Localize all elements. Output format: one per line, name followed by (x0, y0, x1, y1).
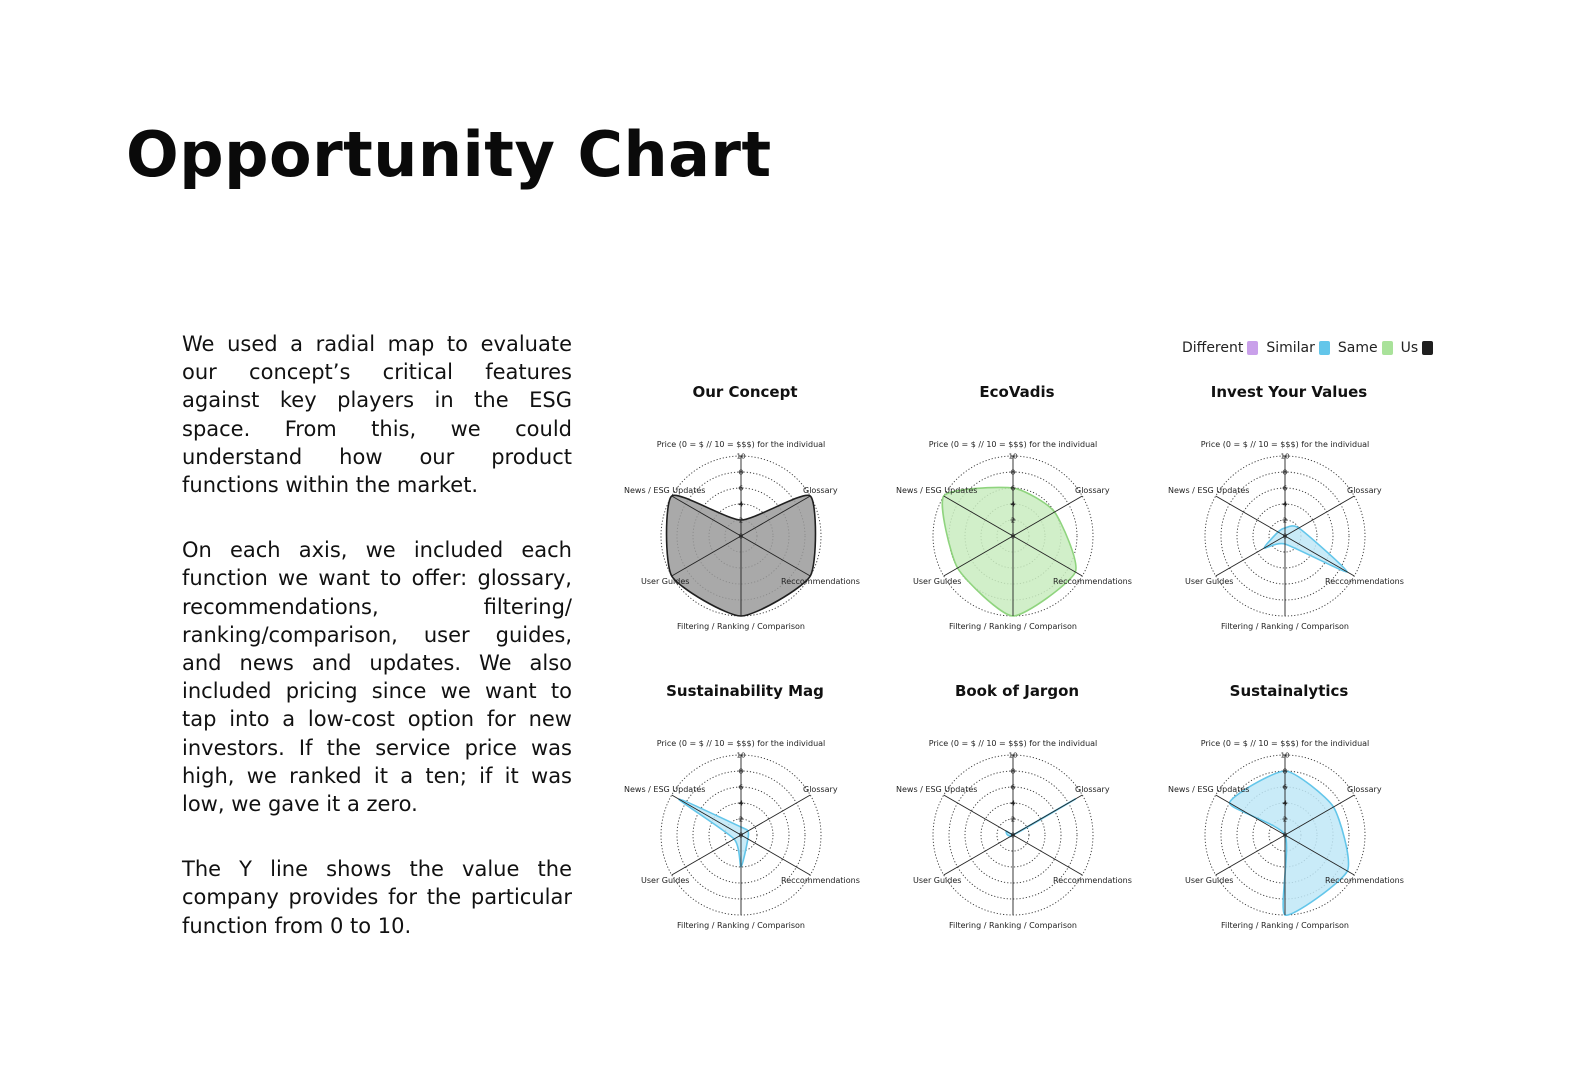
legend-item-similar (1266, 340, 1330, 356)
axis-label: News / ESG Updates (896, 486, 978, 495)
axis-label: User Guides (641, 577, 690, 586)
radar-chart-svg (882, 669, 1152, 959)
tick-label: 2 (1010, 516, 1016, 525)
radar-chart-book-of-jargon (882, 669, 1152, 959)
axis-label: Reccommendations (1325, 876, 1404, 885)
tick-label: 10 (1280, 452, 1290, 461)
tick-label: 4 (1282, 799, 1288, 808)
axis-label: Filtering / Ranking / Comparison (1220, 622, 1350, 631)
tick-label: 0 (738, 831, 744, 840)
chart-title: Book of Jargon (954, 682, 1080, 700)
axis-label: Glossary (1075, 486, 1110, 495)
axis-label: Filtering / Ranking / Comparison (676, 622, 806, 631)
radar-chart-invest-your-values (1154, 370, 1424, 660)
axis-spoke (1216, 835, 1285, 875)
axis-label: News / ESG Updates (1168, 486, 1250, 495)
legend-swatch (1319, 341, 1330, 355)
legend-label: Same (1337, 340, 1378, 356)
tick-label: 8 (1010, 767, 1016, 776)
axis-label: Reccommendations (1053, 876, 1132, 885)
axis-label: Price (0 = $ // 10 = $$$) for the individual (1200, 739, 1370, 748)
chart-legend (1182, 338, 1441, 358)
tick-label: 8 (738, 767, 744, 776)
legend-item-same (1338, 340, 1393, 356)
page-title: Opportunity Chart (126, 118, 772, 191)
axis-label: Filtering / Ranking / Comparison (676, 921, 806, 930)
tick-label: 6 (1010, 783, 1016, 792)
description-text (182, 330, 572, 977)
axis-label: User Guides (1185, 876, 1234, 885)
legend-swatch (1247, 341, 1258, 355)
tick-label: 10 (736, 452, 746, 461)
axis-label: User Guides (641, 876, 690, 885)
axis-label: Price (0 = $ // 10 = $$$) for the individual (656, 440, 826, 449)
tick-label: 0 (738, 532, 744, 541)
axis-label: Price (0 = $ // 10 = $$$) for the individual (928, 440, 1098, 449)
axis-label: User Guides (1185, 577, 1234, 586)
axis-label: Reccommendations (1053, 577, 1132, 586)
tick-label: 8 (1282, 767, 1288, 776)
tick-label: 2 (1282, 516, 1288, 525)
axis-label: Filtering / Ranking / Comparison (948, 622, 1078, 631)
chart-title: Our Concept (692, 383, 798, 401)
legend-item-us (1401, 340, 1434, 356)
radar-charts-grid (610, 370, 1430, 970)
paragraph-axes: On each axis, we included each function we want to offer: glossary, recommendations, filtering/ ranking/comparison, user guides, and news and updates. We also included pricing since we want to tap into a low-cost option for new investors. If the service price was high, we ranked it a ten; if it was low, we gave it a zero. (182, 538, 572, 817)
tick-label: 8 (1010, 468, 1016, 477)
tick-label: 0 (1282, 532, 1288, 541)
axis-label: Glossary (1075, 785, 1110, 794)
radar-chart-svg (610, 669, 880, 959)
tick-label: 6 (1282, 484, 1288, 493)
axis-spoke (741, 835, 810, 875)
axis-label: Reccommendations (781, 577, 860, 586)
chart-title: Invest Your Values (1210, 383, 1368, 401)
tick-label: 2 (738, 516, 744, 525)
tick-label: 4 (1010, 799, 1016, 808)
axis-spoke (1013, 835, 1082, 875)
tick-label: 8 (1282, 468, 1288, 477)
chart-title: EcoVadis (979, 383, 1055, 401)
tick-label: 2 (738, 815, 744, 824)
axis-label: Price (0 = $ // 10 = $$$) for the individual (1200, 440, 1370, 449)
axis-spoke (1216, 496, 1288, 536)
radar-chart-ecovadis (882, 370, 1152, 660)
tick-label: 4 (738, 500, 744, 509)
axis-label: News / ESG Updates (624, 785, 706, 794)
tick-label: 4 (1282, 500, 1288, 509)
tick-label: 0 (1282, 831, 1288, 840)
axis-spoke (944, 795, 1016, 835)
axis-label: Glossary (1347, 785, 1382, 794)
tick-label: 10 (1008, 452, 1018, 461)
tick-label: 6 (1282, 783, 1288, 792)
tick-label: 2 (1282, 815, 1288, 824)
axis-spoke (672, 795, 744, 835)
legend-label: Similar (1266, 340, 1315, 356)
axis-label: Price (0 = $ // 10 = $$$) for the individual (928, 739, 1098, 748)
axis-label: News / ESG Updates (624, 486, 706, 495)
axis-label: Glossary (803, 486, 838, 495)
tick-label: 8 (738, 468, 744, 477)
legend-label: Us (1400, 340, 1419, 356)
chart-title: Sustainability Mag (666, 682, 824, 700)
paragraph-intro: We used a radial map to evaluate our concept’s critical features against key players in the ESG space. From this, we could understand how our product functions within the market. (182, 332, 572, 498)
radar-chart-svg (1154, 370, 1424, 660)
axis-label: Reccommendations (781, 876, 860, 885)
axis-label: Filtering / Ranking / Comparison (948, 921, 1078, 930)
axis-label: Price (0 = $ // 10 = $$$) for the individual (656, 739, 826, 748)
axis-spoke (738, 795, 810, 835)
tick-label: 4 (1010, 500, 1016, 509)
radar-chart-svg (1154, 669, 1424, 959)
axis-label: User Guides (913, 577, 962, 586)
axis-label: Filtering / Ranking / Comparison (1220, 921, 1350, 930)
axis-label: Glossary (803, 785, 838, 794)
axis-label: News / ESG Updates (1168, 785, 1250, 794)
axis-spoke (1282, 496, 1354, 536)
radar-chart-sustainability-mag (610, 669, 880, 959)
tick-label: 2 (1010, 815, 1016, 824)
axis-label: Glossary (1347, 486, 1382, 495)
axis-spoke (1010, 795, 1082, 835)
legend-label: Different (1182, 340, 1244, 356)
paragraph-y-line: The Y line shows the value the company provides for the particular function from 0 to 10. (182, 857, 572, 938)
tick-label: 6 (738, 783, 744, 792)
axis-spoke (944, 835, 1013, 875)
legend-swatch (1422, 341, 1433, 355)
axis-spoke (1285, 536, 1354, 576)
axis-spoke (1216, 536, 1285, 576)
radar-chart-our-concept (610, 370, 880, 660)
axis-label: Reccommendations (1325, 577, 1404, 586)
tick-label: 10 (1008, 751, 1018, 760)
tick-label: 10 (736, 751, 746, 760)
tick-label: 6 (1010, 484, 1016, 493)
legend-swatch (1382, 341, 1393, 355)
tick-label: 0 (1010, 831, 1016, 840)
radar-chart-svg (882, 370, 1152, 660)
tick-label: 4 (738, 799, 744, 808)
axis-label: User Guides (913, 876, 962, 885)
radar-chart-svg (610, 370, 880, 660)
axis-label: News / ESG Updates (896, 785, 978, 794)
axis-spoke (672, 835, 741, 875)
tick-label: 6 (738, 484, 744, 493)
radar-chart-sustainalytics (1154, 669, 1424, 959)
chart-title: Sustainalytics (1229, 682, 1349, 700)
tick-label: 10 (1280, 751, 1290, 760)
tick-label: 0 (1010, 532, 1016, 541)
legend-item-different (1182, 340, 1258, 356)
